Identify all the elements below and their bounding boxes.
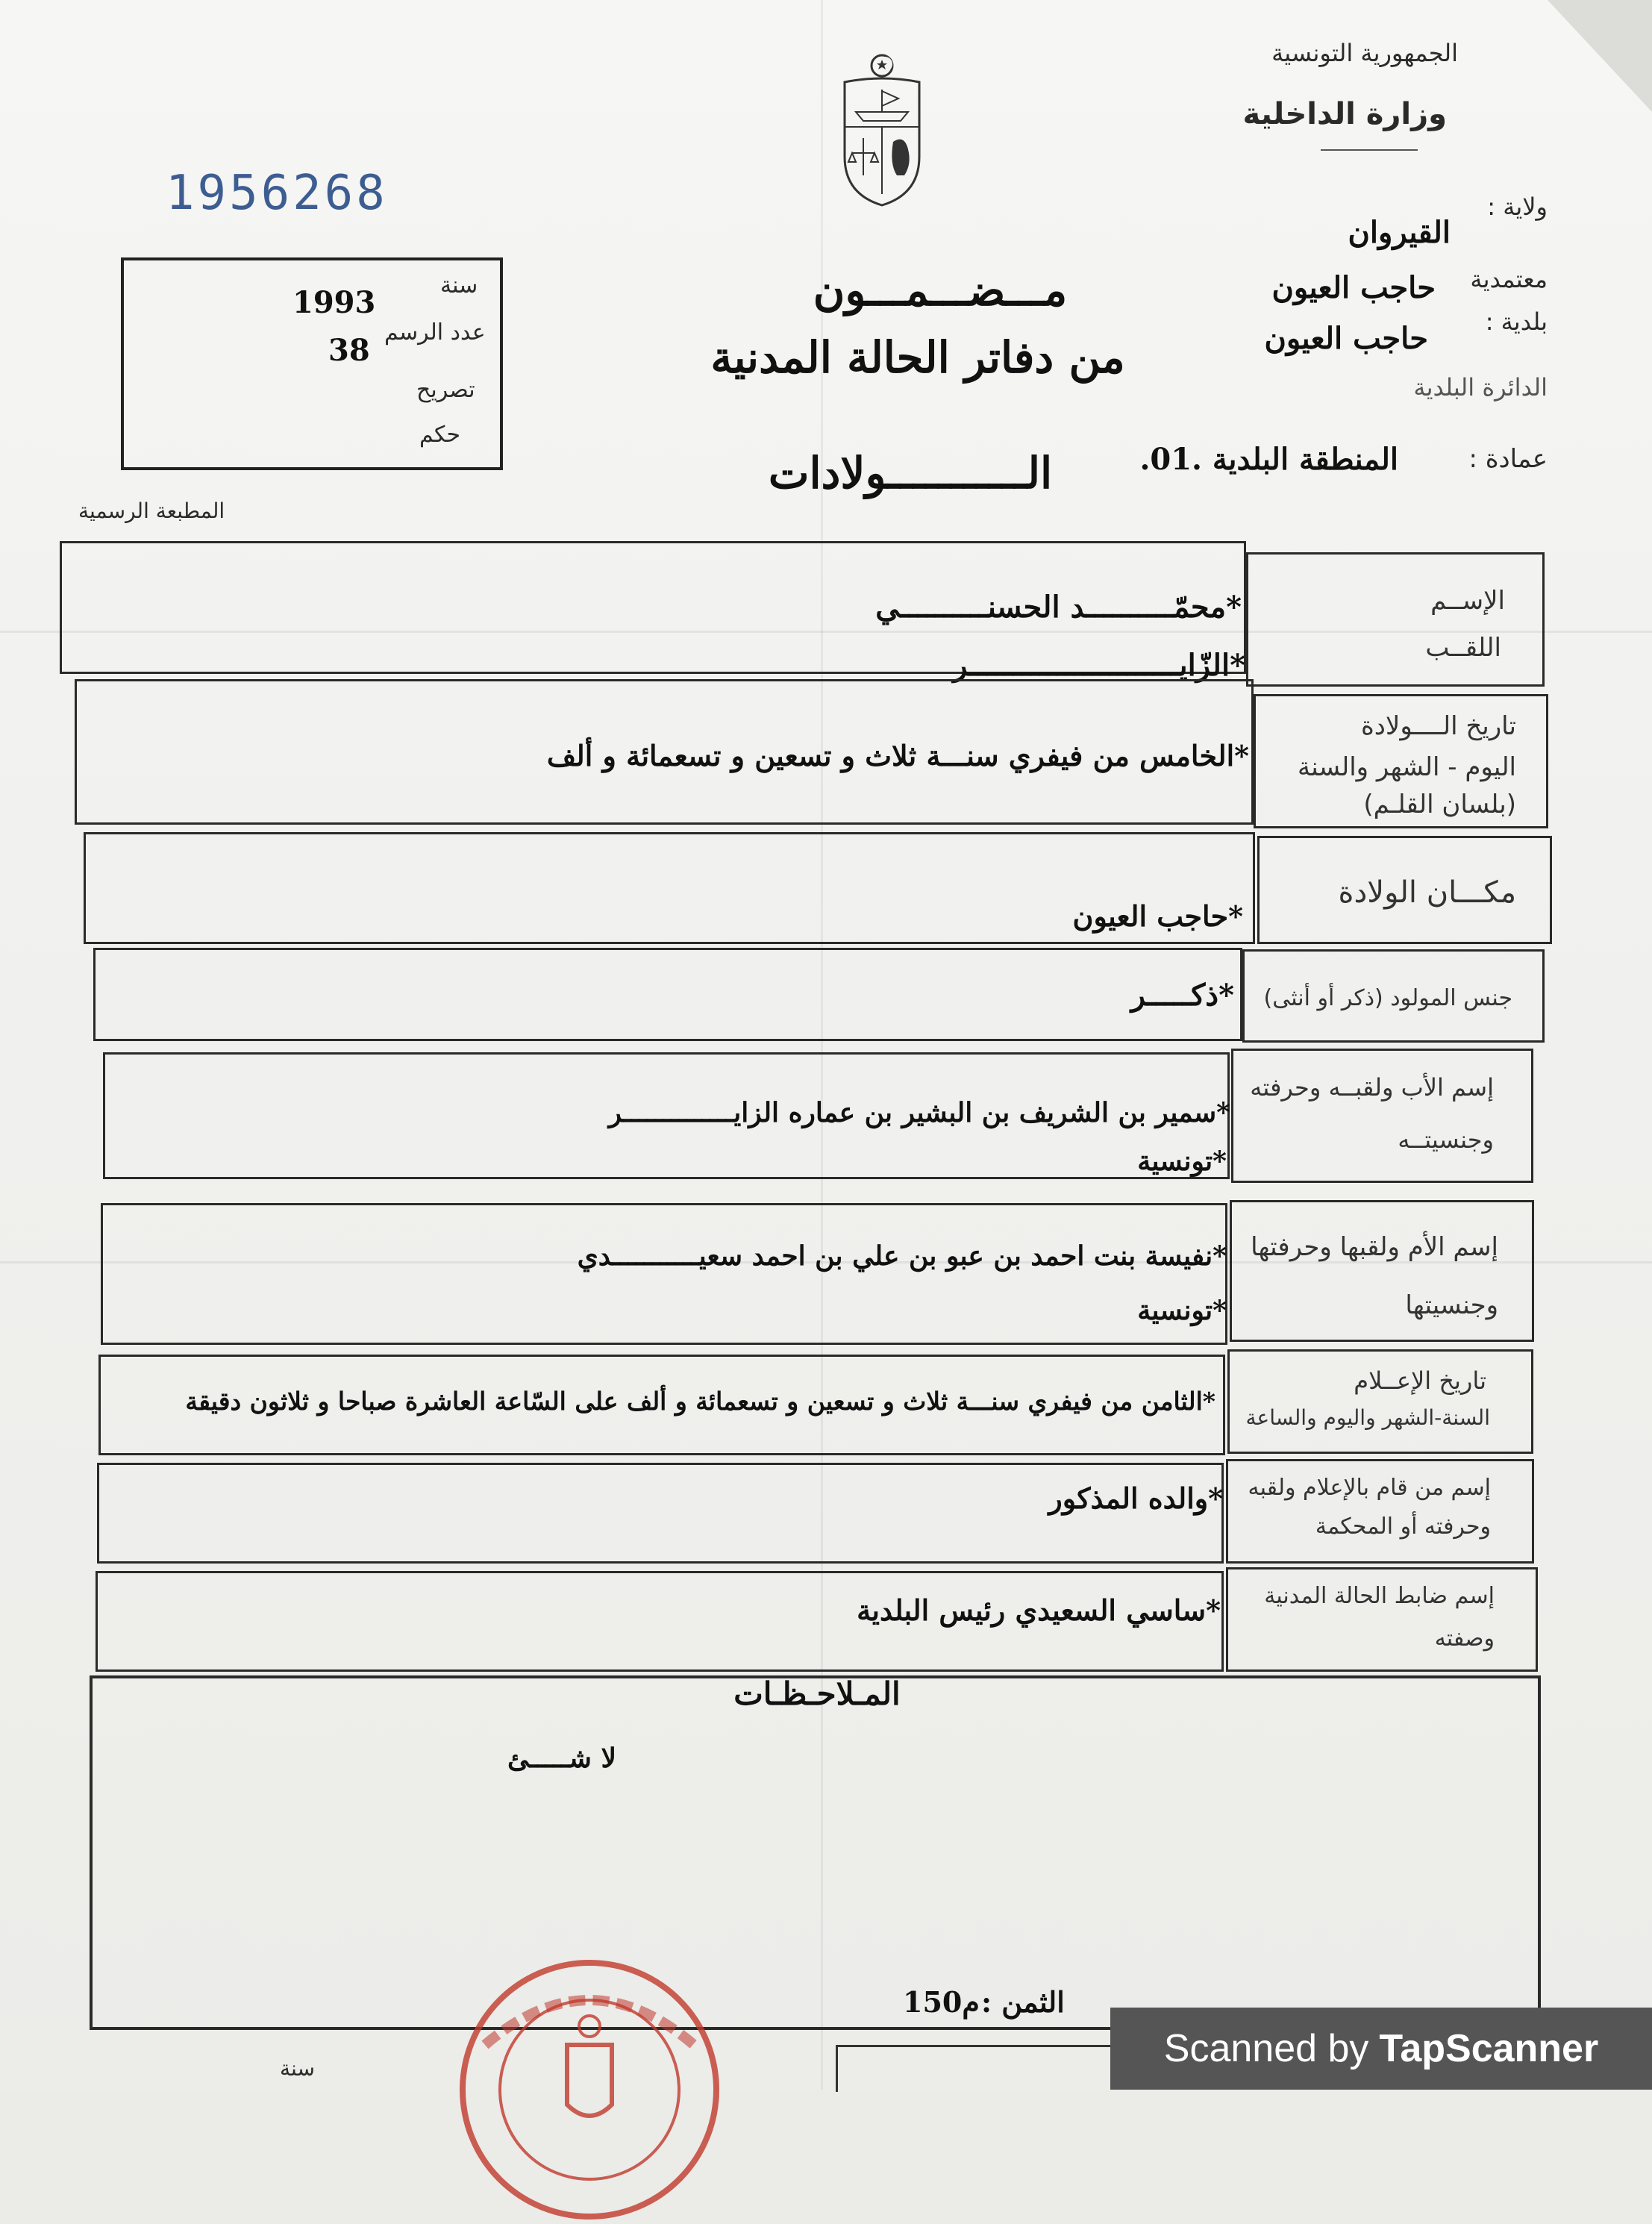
label-cell-mother xyxy=(1230,1200,1534,1342)
birthdate-value: *الخامس من فيفري سنـــة ثلاث و تسعين و تسعمائة و ألف xyxy=(546,739,1249,772)
birthdate-format-label: اليوم - الشهر والسنة xyxy=(1298,752,1516,782)
footer-box xyxy=(836,2045,1151,2092)
mother-nationality-label: وجنسيتها xyxy=(1405,1290,1498,1320)
municipality-label: بلدية : xyxy=(1485,307,1548,336)
mother-nationality-value: *تونسية xyxy=(1137,1295,1227,1326)
mother-value: *نفيسة بنت احمد بن عبو بن علي بن احمد سعيـــــــــــدي xyxy=(577,1240,1227,1272)
birthplace-label: مكـــان الولادة xyxy=(1338,875,1516,910)
first-name-value: *محمّــــــــــد الحسنــــــــــي xyxy=(875,590,1242,625)
document-title-line2: من دفاتر الحالة المدنية xyxy=(710,332,1125,383)
scanner-prefix: Scanned by xyxy=(1163,2027,1369,2070)
label-cell-sex xyxy=(1242,949,1545,1043)
year-label: سنة xyxy=(440,272,478,299)
father-label: إسم الأب ولقبــه وحرفته xyxy=(1250,1073,1494,1102)
registry-number-label: عدد الرسم xyxy=(384,319,486,346)
document-title-line1: مـــضـــمـــون xyxy=(813,265,1068,316)
officer-label: إسم ضابط الحالة المدنية xyxy=(1264,1583,1495,1609)
notes-title: المـلاحـظـات xyxy=(733,1675,901,1712)
folded-corner xyxy=(1548,0,1652,112)
price-label: الثمن : xyxy=(981,1985,1065,2019)
footer-year-label: سنة xyxy=(280,2056,315,2081)
printer-name: المطبعة الرسمية xyxy=(78,499,225,523)
omda-value: المنطقة البلدية .01. xyxy=(1139,442,1398,477)
declaration-date-label: تاريخ الإعــلام xyxy=(1354,1366,1486,1395)
officer-title-label: وصفته xyxy=(1434,1625,1495,1652)
label-cell-declaration-date xyxy=(1227,1349,1533,1454)
notes-box xyxy=(90,1675,1541,2030)
value-cell-sex xyxy=(93,948,1242,1041)
father-value: *سمير بن الشريف بن البشير بن عماره الزايــــــــــــــر xyxy=(608,1097,1230,1128)
birthdate-label: تاريخ الــــولادة xyxy=(1360,711,1516,741)
serial-number: 1956268 xyxy=(166,166,388,221)
declarant-value: *والده المذكور xyxy=(1048,1481,1223,1515)
scanner-brand: TapScanner xyxy=(1379,2027,1599,2070)
ministry-name: وزارة الداخلية xyxy=(1242,97,1447,131)
section-title: الـــــــــــولادات xyxy=(768,448,1053,499)
declaration-label: تصريح xyxy=(416,377,475,403)
district-label: الدائرة البلدية xyxy=(1413,373,1548,402)
delegation-value: حاجب العيون xyxy=(1271,270,1436,305)
label-cell-father xyxy=(1231,1049,1533,1183)
tunisia-coat-of-arms-icon xyxy=(830,52,934,209)
omda-label: عمادة : xyxy=(1468,444,1548,474)
label-cell-name xyxy=(1246,552,1545,687)
republic-name: الجمهورية التونسية xyxy=(1271,39,1458,67)
birthdate-words-label: (بلسان القلـم) xyxy=(1363,790,1516,819)
father-nationality-value: *تونسية xyxy=(1137,1146,1227,1177)
mother-label: إسم الأم ولقبها وحرفتها xyxy=(1251,1232,1498,1262)
price-value: 150م xyxy=(903,1985,980,2019)
label-cell-officer xyxy=(1226,1567,1538,1672)
sex-label: جنس المولود (ذكر أو أنثى) xyxy=(1263,985,1512,1011)
year-value: 1993 xyxy=(292,285,376,320)
official-stamp-icon xyxy=(455,1955,724,2224)
registry-number-value: 38 xyxy=(328,333,370,368)
sex-value: *ذكـــــر xyxy=(1130,978,1234,1013)
ruling-label: حكم xyxy=(419,422,461,448)
label-cell-birthdate xyxy=(1254,694,1548,828)
birthplace-value: *حاجب العيون xyxy=(1072,899,1243,933)
state-label: ولاية : xyxy=(1487,193,1548,221)
first-name-label: الإســم xyxy=(1430,586,1505,616)
declarant-label: إسم من قام بالإعلام ولقبه xyxy=(1248,1475,1491,1501)
declarant-role-label: وحرفته أو المحكمة xyxy=(1315,1514,1491,1540)
notes-value: لا شـــــئ xyxy=(507,1743,616,1774)
label-cell-declarant xyxy=(1226,1459,1534,1564)
divider xyxy=(1321,149,1418,151)
officer-value: *ساسي السعيدي رئيس البلدية xyxy=(857,1593,1221,1627)
municipality-value: حاجب العيون xyxy=(1264,321,1428,356)
value-cell-mother xyxy=(101,1203,1227,1345)
declaration-date-value: *الثامن من فيفري سنـــة ثلاث و تسعين و تسعمائة و ألف على السّاعة العاشرة صباحا و ثلاثون دقيقة xyxy=(185,1387,1215,1416)
surname-value: *الزّايــــــــــــــــــــــــر xyxy=(953,648,1245,683)
state-value: القيروان xyxy=(1348,215,1451,250)
label-cell-birthplace xyxy=(1257,836,1552,944)
declaration-date-format-label: السنة-الشهر واليوم والساعة xyxy=(1245,1405,1490,1430)
surname-label: اللقــب xyxy=(1425,633,1501,663)
scanner-watermark xyxy=(1110,2008,1652,2090)
father-nationality-label: وجنسيتــه xyxy=(1398,1125,1494,1154)
delegation-label: معتمدية xyxy=(1470,265,1548,293)
